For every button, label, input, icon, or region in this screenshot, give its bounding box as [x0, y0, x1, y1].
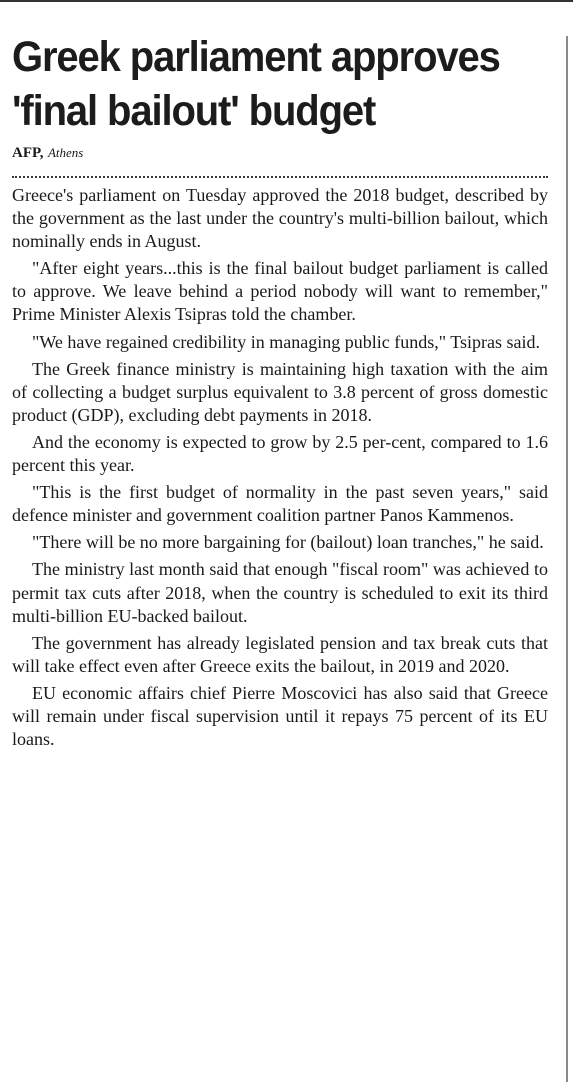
- article-paragraph: "After eight years...this is the final bailout budget parliament is called to approve. We leave behind a period nobody will want to remember," Prime Minister Alexis Tsipras told the chamber.: [12, 258, 548, 325]
- news-article: [12, 30, 548, 755]
- column-rule: [566, 36, 568, 1082]
- article-paragraph: The government has already legislated pension and tax break cuts that will take effect even after Greece exits the bailout, in 2019 and 2020.: [12, 632, 548, 676]
- article-paragraph: EU economic affairs chief Pierre Moscovici has also said that Greece will remain under fiscal supervision until it repays 75 percent of its EU loans.: [12, 682, 548, 750]
- article-paragraph: "This is the first budget of normality in the past seven years," said defence minister and government coalition partner Panos Kammenos.: [12, 482, 548, 526]
- article-paragraph: "There will be no more bargaining for (bailout) loan tranches," he said.: [32, 532, 544, 553]
- byline-agency: AFP,: [12, 145, 44, 161]
- article-paragraph: Greece's parliament on Tuesday approved the 2018 budget, described by the government as the last under the country's multi-billion bailout, which nominally ends in August.: [12, 185, 548, 252]
- dotted-divider: [12, 176, 548, 178]
- headline: Greek parliament approves 'final bailout' budget: [12, 33, 500, 135]
- article-body: [12, 184, 548, 751]
- top-rule: [0, 0, 573, 2]
- byline: [12, 144, 548, 162]
- article-paragraph: "We have regained credibility in managing public funds," Tsipras said.: [32, 331, 541, 352]
- article-paragraph: The ministry last month said that enough "fiscal room" was achieved to permit tax cuts after 2018, when the country is scheduled to exit its third multi-billion EU-backed bailout.: [12, 559, 548, 626]
- byline-place: Athens: [47, 145, 84, 160]
- article-paragraph: And the economy is expected to grow by 2.5 per-cent, compared to 1.6 percent this year.: [12, 431, 548, 476]
- article-paragraph: The Greek finance ministry is maintaining high taxation with the aim of collecting a budget surplus equivalent to 3.8 percent of gross domestic product (GDP), excluding debt payments in 2018.: [12, 358, 548, 425]
